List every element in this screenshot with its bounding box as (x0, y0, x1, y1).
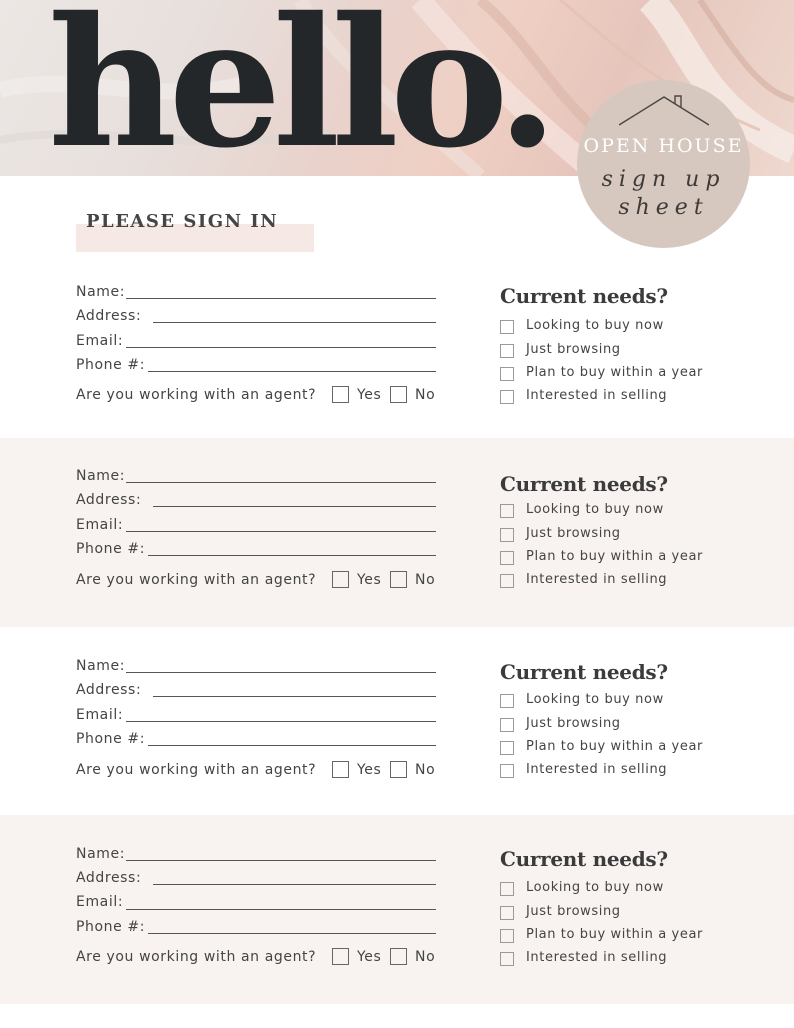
address-field[interactable] (153, 696, 436, 697)
current-needs-title: Current needs? (500, 284, 668, 308)
current-needs-title: Current needs? (500, 472, 668, 496)
need-buy-now-label: Looking to buy now (526, 502, 664, 517)
agent-no-label: No (415, 762, 436, 778)
name-label: Name: (76, 846, 126, 862)
address-label: Address: (76, 682, 142, 698)
badge-title: OPEN HOUSE (583, 135, 744, 157)
agent-yes-checkbox[interactable] (332, 948, 349, 965)
need-year-label: Plan to buy within a year (526, 927, 703, 942)
agent-question: Are you working with an agent? (76, 762, 317, 778)
phone-label: Phone #: (76, 731, 146, 747)
hello-headline: hello. (48, 0, 550, 176)
phone-field[interactable] (148, 933, 436, 934)
agent-no-checkbox[interactable] (390, 761, 407, 778)
email-label: Email: (76, 517, 124, 533)
badge-subtitle (577, 166, 750, 221)
phone-label: Phone #: (76, 357, 146, 373)
need-buy-now-label: Looking to buy now (526, 692, 664, 707)
agent-no-label: No (415, 572, 436, 588)
need-selling-checkbox[interactable] (500, 390, 514, 404)
agent-question: Are you working with an agent? (76, 572, 317, 588)
need-browsing-label: Just browsing (526, 904, 621, 919)
need-year-checkbox[interactable] (500, 551, 514, 565)
need-browsing-checkbox[interactable] (500, 718, 514, 732)
need-buy-now-label: Looking to buy now (526, 880, 664, 895)
open-house-badge (577, 80, 750, 248)
signin-entry-1 (0, 265, 794, 438)
need-browsing-label: Just browsing (526, 526, 621, 541)
need-year-checkbox[interactable] (500, 367, 514, 381)
agent-yes-checkbox[interactable] (332, 761, 349, 778)
agent-yes-label: Yes (357, 762, 382, 778)
current-needs-title: Current needs? (500, 847, 668, 871)
need-selling-checkbox[interactable] (500, 952, 514, 966)
phone-field[interactable] (148, 555, 436, 556)
email-field[interactable] (126, 531, 436, 532)
badge-subtitle-line1: sign up (601, 167, 726, 192)
name-field[interactable] (126, 482, 436, 483)
phone-label: Phone #: (76, 919, 146, 935)
house-roof-icon (619, 94, 709, 126)
need-year-checkbox[interactable] (500, 929, 514, 943)
address-label: Address: (76, 870, 142, 886)
need-selling-checkbox[interactable] (500, 764, 514, 778)
email-label: Email: (76, 894, 124, 910)
badge-subtitle-line2: sheet (618, 194, 709, 220)
section-title: PLEASE SIGN IN (86, 211, 279, 232)
need-selling-checkbox[interactable] (500, 574, 514, 588)
agent-question: Are you working with an agent? (76, 387, 317, 403)
need-browsing-label: Just browsing (526, 716, 621, 731)
need-selling-label: Interested in selling (526, 572, 668, 587)
phone-field[interactable] (148, 745, 436, 746)
email-label: Email: (76, 707, 124, 723)
email-field[interactable] (126, 347, 436, 348)
agent-yes-label: Yes (357, 572, 382, 588)
need-buy-now-checkbox[interactable] (500, 694, 514, 708)
agent-no-checkbox[interactable] (390, 948, 407, 965)
agent-yes-checkbox[interactable] (332, 571, 349, 588)
address-field[interactable] (153, 322, 436, 323)
email-field[interactable] (126, 909, 436, 910)
name-field[interactable] (126, 672, 436, 673)
name-label: Name: (76, 468, 126, 484)
need-buy-now-checkbox[interactable] (500, 882, 514, 896)
need-year-checkbox[interactable] (500, 741, 514, 755)
phone-label: Phone #: (76, 541, 146, 557)
need-selling-label: Interested in selling (526, 388, 668, 403)
need-browsing-checkbox[interactable] (500, 528, 514, 542)
agent-yes-label: Yes (357, 387, 382, 403)
need-browsing-checkbox[interactable] (500, 344, 514, 358)
name-field[interactable] (126, 860, 436, 861)
address-label: Address: (76, 308, 142, 324)
agent-no-label: No (415, 387, 436, 403)
agent-yes-checkbox[interactable] (332, 386, 349, 403)
current-needs-title: Current needs? (500, 660, 668, 684)
need-selling-label: Interested in selling (526, 950, 668, 965)
need-browsing-checkbox[interactable] (500, 906, 514, 920)
agent-yes-label: Yes (357, 949, 382, 965)
address-label: Address: (76, 492, 142, 508)
phone-field[interactable] (148, 371, 436, 372)
signin-entry-3 (0, 627, 794, 815)
agent-no-checkbox[interactable] (390, 571, 407, 588)
email-field[interactable] (126, 721, 436, 722)
need-buy-now-checkbox[interactable] (500, 320, 514, 334)
signin-entry-4 (0, 815, 794, 1004)
name-label: Name: (76, 284, 126, 300)
need-browsing-label: Just browsing (526, 342, 621, 357)
need-year-label: Plan to buy within a year (526, 739, 703, 754)
name-field[interactable] (126, 298, 436, 299)
address-field[interactable] (153, 506, 436, 507)
need-selling-label: Interested in selling (526, 762, 668, 777)
need-year-label: Plan to buy within a year (526, 365, 703, 380)
need-buy-now-checkbox[interactable] (500, 504, 514, 518)
need-year-label: Plan to buy within a year (526, 549, 703, 564)
email-label: Email: (76, 333, 124, 349)
name-label: Name: (76, 658, 126, 674)
agent-question: Are you working with an agent? (76, 949, 317, 965)
signin-entry-2 (0, 438, 794, 627)
agent-no-checkbox[interactable] (390, 386, 407, 403)
address-field[interactable] (153, 884, 436, 885)
agent-no-label: No (415, 949, 436, 965)
need-buy-now-label: Looking to buy now (526, 318, 664, 333)
